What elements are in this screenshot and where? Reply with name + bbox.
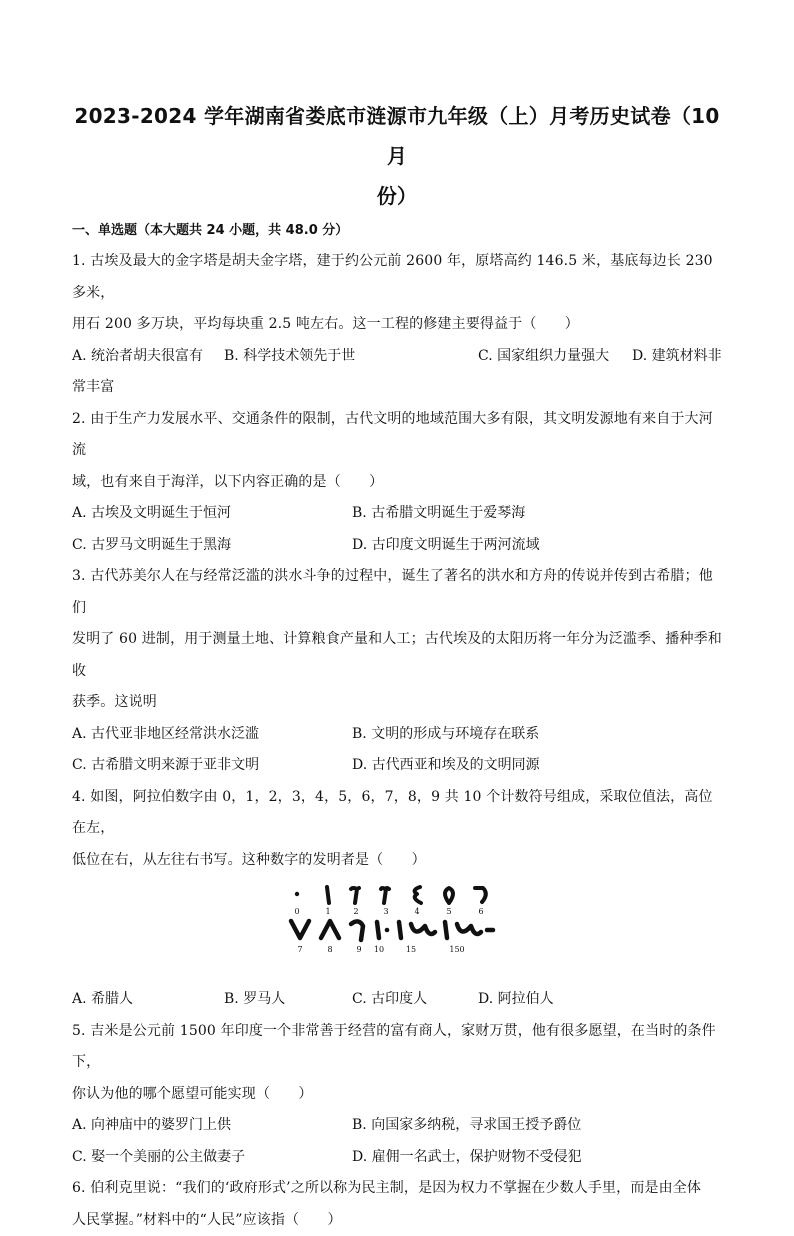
figure-label-top-1: 1: [325, 907, 330, 916]
option-d[interactable]: D. 建筑材料非: [632, 341, 722, 373]
options-row: [72, 1142, 722, 1174]
question-stem-line: 域，也有来自于海洋，以下内容正确的是（ ）: [72, 467, 722, 499]
title-line-2: 份）: [72, 176, 722, 216]
question-stem-line: 人民掌握。”材料中的“人民”应该指（ ）: [72, 1205, 722, 1236]
option-b[interactable]: B. 文明的形成与环境存在联系: [352, 719, 539, 751]
exam-page: [72, 96, 722, 1236]
options-row: [72, 530, 722, 562]
option-c[interactable]: C. 娶一个美丽的公主做妻子: [72, 1142, 245, 1174]
question-1: [72, 246, 722, 404]
option-a[interactable]: A. 古代亚非地区经常洪水泛滥: [72, 719, 259, 751]
question-stem-line: 用石 200 多万块，平均每块重 2.5 吨左右。这一工程的修建主要得益于（ ）: [72, 309, 722, 341]
question-stem-line: 1. 古埃及最大的金字塔是胡夫金字塔，建于约公元前 2600 年，原塔高约 146.5 米，基底每边长 230 多米，: [72, 246, 722, 309]
figure-label-top-6: 6: [478, 907, 483, 916]
figure-label-bottom-5: 150: [449, 945, 464, 954]
option-a[interactable]: A. 希腊人: [72, 984, 133, 1016]
option-d[interactable]: D. 阿拉伯人: [478, 984, 554, 1016]
question-4: [72, 782, 722, 1016]
option-d[interactable]: D. 古印度文明诞生于两河流域: [352, 530, 540, 562]
question-stem-line: 6. 伯利克里说：“我们的‘政府形式’之所以称为民主制，是因为权力不掌握在少数人手里，而是由全体: [72, 1173, 722, 1205]
option-c[interactable]: C. 古罗马文明诞生于黑海: [72, 530, 231, 562]
question-stem-line: 你认为他的哪个愿望可能实现（ ）: [72, 1079, 722, 1111]
numeral-glyphs-bottom: [291, 921, 493, 940]
figure-label-top-3: 3: [383, 907, 388, 916]
options-row: [72, 1110, 722, 1142]
question-6: [72, 1173, 722, 1236]
numeral-glyphs-top: [295, 887, 486, 903]
question-stem-line: 获季。这说明: [72, 687, 722, 719]
option-b[interactable]: B. 科学技术领先于世: [224, 341, 355, 373]
question-5: [72, 1016, 722, 1174]
question-stem-line: 4. 如图，阿拉伯数字由 0，1，2，3，4，5，6，7，8，9 共 10 个计数符号组成，采取位值法，高位在左，: [72, 782, 722, 845]
question-stem-line: 3. 古代苏美尔人在与经常泛滥的洪水斗争的过程中，诞生了著名的洪水和方舟的传说并传到古希腊；他们: [72, 561, 722, 624]
page-title: [72, 96, 722, 216]
option-d[interactable]: D. 雇佣一名武士，保护财物不受侵犯: [352, 1142, 582, 1174]
figure-label-top-0: 0: [294, 907, 299, 916]
figure-label-bottom-4: 15: [406, 945, 416, 954]
option-a[interactable]: A. 古埃及文明诞生于恒河: [72, 498, 231, 530]
arabic-numerals-figure: [72, 884, 722, 964]
options-row: [72, 750, 722, 782]
section-heading: 一、单选题（本大题共 24 小题，共 48.0 分）: [72, 220, 722, 242]
figure-label-top-4: 4: [414, 907, 419, 916]
option-a[interactable]: A. 向神庙中的婆罗门上供: [72, 1110, 231, 1142]
arabic-numerals-image: [287, 884, 507, 964]
option-c[interactable]: C. 国家组织力量强大: [478, 341, 609, 373]
figure-label-top-2: 2: [353, 907, 358, 916]
option-c[interactable]: C. 古希腊文明来源于亚非文明: [72, 750, 259, 782]
figure-label-bottom-2: 9: [356, 945, 361, 954]
question-stem-line: 发明了 60 进制，用于测量土地、计算粮食产量和人工；古代埃及的太阳历将一年分为泛滥季、播种季和收: [72, 624, 722, 687]
options-row: [72, 984, 722, 1016]
question-stem-line: 2. 由于生产力发展水平、交通条件的限制，古代文明的地域范围大多有限，其文明发源地有来自于大河流: [72, 404, 722, 467]
title-line-1: 2023-2024 学年湖南省娄底市涟源市九年级（上）月考历史试卷（10 月: [72, 96, 722, 176]
options-row: [72, 341, 722, 373]
question-stem-line: 5. 吉米是公元前 1500 年印度一个非常善于经营的富有商人，家财万贯，他有很多愿望，在当时的条件下，: [72, 1016, 722, 1079]
question-3: [72, 561, 722, 782]
figure-label-top-5: 5: [446, 907, 451, 916]
option-a[interactable]: A. 统治者胡夫很富有: [72, 341, 203, 373]
figure-label-bottom-0: 7: [297, 945, 302, 954]
option-b[interactable]: B. 古希腊文明诞生于爱琴海: [352, 498, 525, 530]
option-d-continuation: 常丰富: [72, 372, 722, 404]
option-b[interactable]: B. 罗马人: [224, 984, 285, 1016]
question-stem-line: 低位在右，从左往右书写。这种数字的发明者是（ ）: [72, 845, 722, 877]
figure-label-bottom-3: 10: [374, 945, 384, 954]
options-row: [72, 498, 722, 530]
option-c[interactable]: C. 古印度人: [352, 984, 427, 1016]
figure-label-bottom-1: 8: [327, 945, 332, 954]
option-b[interactable]: B. 向国家多纳税，寻求国王授予爵位: [352, 1110, 581, 1142]
option-d[interactable]: D. 古代西亚和埃及的文明同源: [352, 750, 540, 782]
options-row: [72, 719, 722, 751]
question-2: [72, 404, 722, 562]
